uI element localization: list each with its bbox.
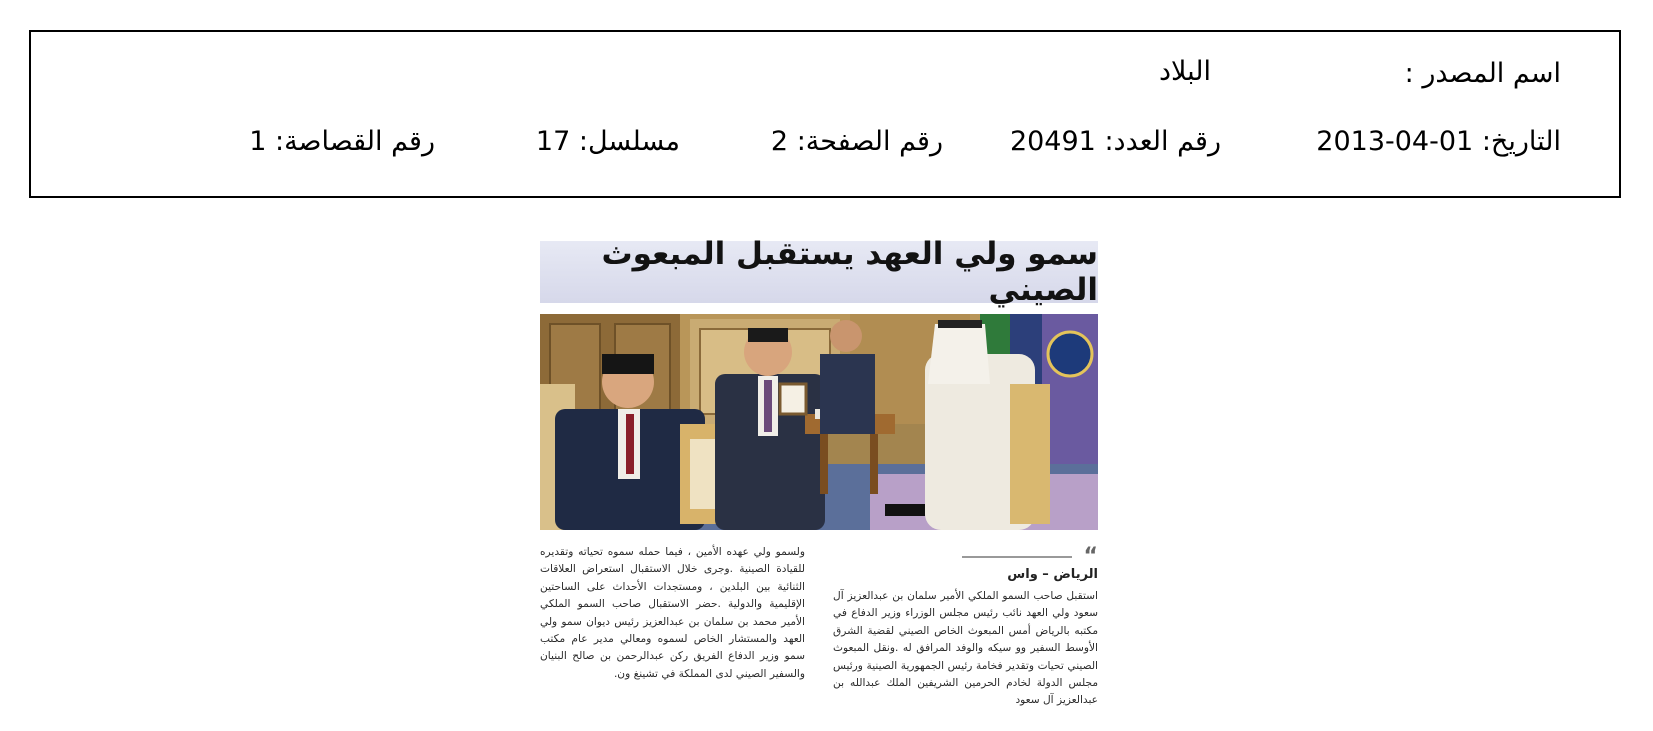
date-label: التاريخ: — [1481, 126, 1561, 157]
date-field — [1316, 128, 1561, 155]
source-label: اسم المصدر : — [1404, 58, 1561, 89]
page-field — [771, 128, 943, 155]
issue-field — [1010, 128, 1221, 155]
serial-field — [536, 128, 680, 155]
date-value: 2013-04-01 — [1316, 126, 1474, 157]
headline-bar — [540, 236, 1098, 308]
clip-label: رقم القصاصة: — [274, 126, 435, 157]
issue-label: رقم العدد: — [1104, 126, 1221, 157]
quote-mark-icon: “ — [1083, 544, 1098, 569]
dateline: الرياض – واس — [1007, 567, 1098, 582]
metadata-box — [29, 30, 1621, 198]
page-label: رقم الصفحة: — [796, 126, 943, 157]
newspaper-clipping — [540, 236, 1098, 711]
serial-value: 17 — [535, 126, 571, 157]
issue-value: 20491 — [1009, 126, 1096, 157]
article-column-left: ولسمو ولي عهده الأمين ، فيما حمله سموه تحياته وتقديره للقيادة الصينية .وجرى خلال الاستقبال استعراض العلاقات الثنائية بين البلدين ، ومستجدات الأحداث على الساحتين الإقليمية والدولية .حضر الاستقبال صاحب السمو الملكي الأمير محمد بن سلمان بن عبدالعزيز رئيس ديوان سمو ولي العهد والمستشار الخاص لسموه ومعالي مدير عام مكتب سمو وزير الدفاع الفريق ركن عبدالرحمن بن صالح البنيان والسفير الصيني لدى المملكة في تشينغ ون. — [540, 546, 805, 680]
clip-field — [249, 128, 435, 155]
headline: سمو ولي العهد يستقبل المبعوث الصيني — [601, 236, 1098, 308]
clip-value: 1 — [249, 126, 267, 157]
news-photo — [540, 314, 1098, 530]
article-body — [540, 544, 1098, 709]
serial-label: مسلسل: — [578, 126, 680, 157]
article-text-right: استقبل صاحب السمو الملكي الأمير سلمان بن عبدالعزيز آل سعود ولي العهد نائب رئيس مجلس الوزراء وزير الدفاع في مكتبه بالرياض أمس المبعوث الخاص الصيني لقضية الشرق الأوسط السفير وو سيكه والوفد المرافق له .ونقل المبعوث الصيني تحيات وتقدير فخامة رئيس الجمهورية الصينية ورئيس مجلس الدولة لخادم الحرمين الشريفين الملك عبدالله بن عبدالعزيز آل سعود — [833, 590, 1098, 707]
source-value: البلاد — [1158, 56, 1211, 87]
quote-divider — [962, 556, 1072, 558]
page-value: 2 — [770, 126, 789, 157]
